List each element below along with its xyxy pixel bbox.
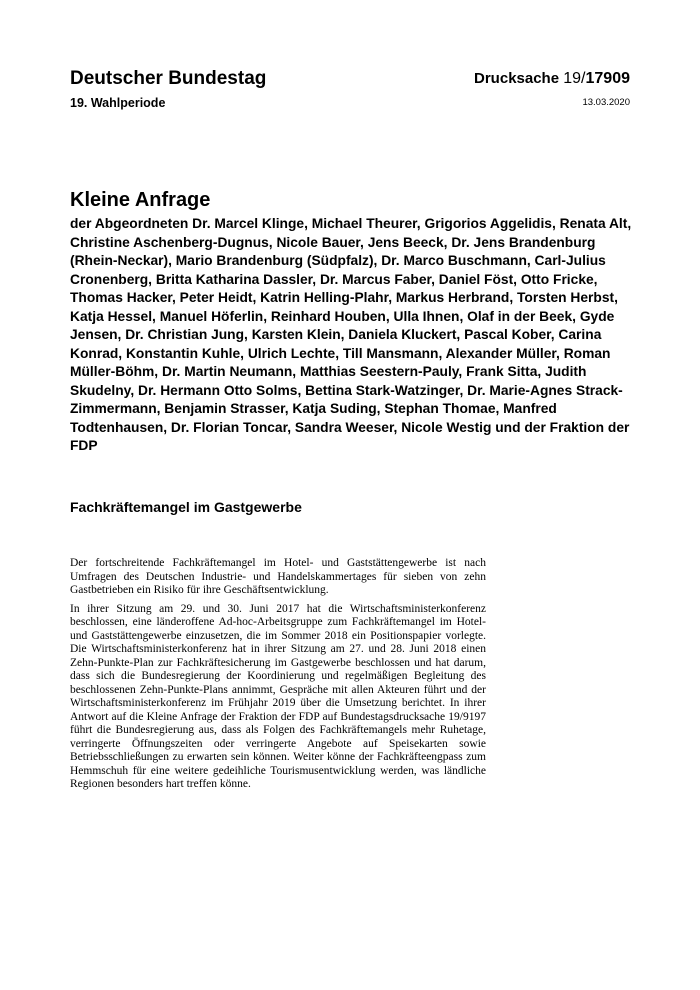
parliament-name: Deutscher Bundestag bbox=[70, 68, 267, 89]
authors-list: der Abgeordneten Dr. Marcel Klinge, Michael Theurer, Grigorios Aggelidis, Renata Alt, Christine Aschenberg-Dugnus, Nicole Bauer, Jens Beeck, Dr. Jens Brandenburg (Rhein-Neckar), Mario Brandenburg (Südpfalz), Dr. Marco Buschmann, Carl-Julius Cronenberg, Britta Katharina Dassler, Dr. Marcus Faber, Daniel Föst, Otto Fricke, Thomas Hacker, Peter Heidt, Katrin Helling-Plahr, Markus Herbrand, Torsten Herbst, Katja Hessel, Manuel Höferlin, Reinhard Houben, Ulla Ihnen, Olaf in der Beek, Gyde Jensen, Dr. Christian Jung, Karsten Klein, Daniela Kluckert, Pascal Kober, Carina Konrad, Konstantin Kuhle, Ulrich Lechte, Till Mansmann, Alexander Müller, Roman Müller-Böhm, Dr. Martin Neumann, Matthias Seestern-Pauly, Frank Sitta, Judith Skudelny, Dr. Hermann Otto Solms, Bettina Stark-Watzinger, Dr. Marie-Agnes Strack-Zimmermann, Benjamin Strasser, Katja Suding, Stephan Thomae, Manfred Todtenhausen, Dr. Florian Toncar, Sandra Weeser, Nicole Westig und der Fraktion der FDP bbox=[70, 216, 632, 453]
document-subject: Fachkräftemangel im Gastgewerbe bbox=[70, 499, 302, 515]
document-header-left bbox=[70, 68, 266, 111]
document-date: 13.03.2020 bbox=[582, 97, 630, 108]
drucksache-period: 19/ bbox=[563, 70, 586, 87]
drucksache-reference bbox=[474, 68, 630, 90]
body-paragraph: Der fortschreitende Fachkräftemangel im Hotel- und Gaststättengewerbe ist nach Umfragen des Deutschen Industrie- und Handelskammertages für sieben von zehn Gastbetrieben ein Risiko für ihre Geschäftsentwicklung. bbox=[70, 557, 486, 596]
document-type-title: Kleine Anfrage bbox=[70, 189, 211, 211]
legislative-period: 19. Wahlperiode bbox=[70, 96, 166, 110]
body-paragraph: In ihrer Sitzung am 29. und 30. Juni 2017 hat die Wirtschaftsministerkonferenz beschlossen, eine länderoffene Ad-hoc-Arbeitsgruppe zum Fachkräftemangel im Hotel- und Gaststättengewerbe einzusetzen, die im Sommer 2018 ein Positionspapier vorlegte. Die Wirtschaftsministerkonferenz hat in ihrer Sitzung am 27. und 28. Juni 2018 einen Zehn-Punkte-Plan zur Fachkräftesicherung im Gastgewerbe beschlossen und hat darum, dass sich die Bundesregierung der Koordinierung und regelmäßigen Begleitung des beschlossenen Zehn-Punkte-Plans annimmt, Gespräche mit allen Akteuren führt und der Wirtschaftsministerkonferenz im Frühjahr 2019 über die Umsetzung berichtet. In ihrer Antwort auf die Kleine Anfrage der Fraktion der FDP auf Bundestagsdrucksache 19/9197 führt die Bundesregierung aus, dass als Folgen des Fachkräftemangels mehr Ruhetage, verringerte Öffnungszeiten oder verringerte Angebote auf Speisekarten sowie Betriebsschließungen zu erwarten sein können. Weiter könne der Fachkräfteengpass zum Hemmschuh für eine weitere gedeihliche Tourismusentwicklung werden, was ländliche Regionen besonders hart treffen könne. bbox=[70, 602, 486, 790]
document-body bbox=[70, 557, 486, 797]
document-header-right bbox=[474, 68, 630, 110]
drucksache-number: 17909 bbox=[585, 70, 630, 87]
drucksache-label: Drucksache bbox=[474, 70, 560, 87]
